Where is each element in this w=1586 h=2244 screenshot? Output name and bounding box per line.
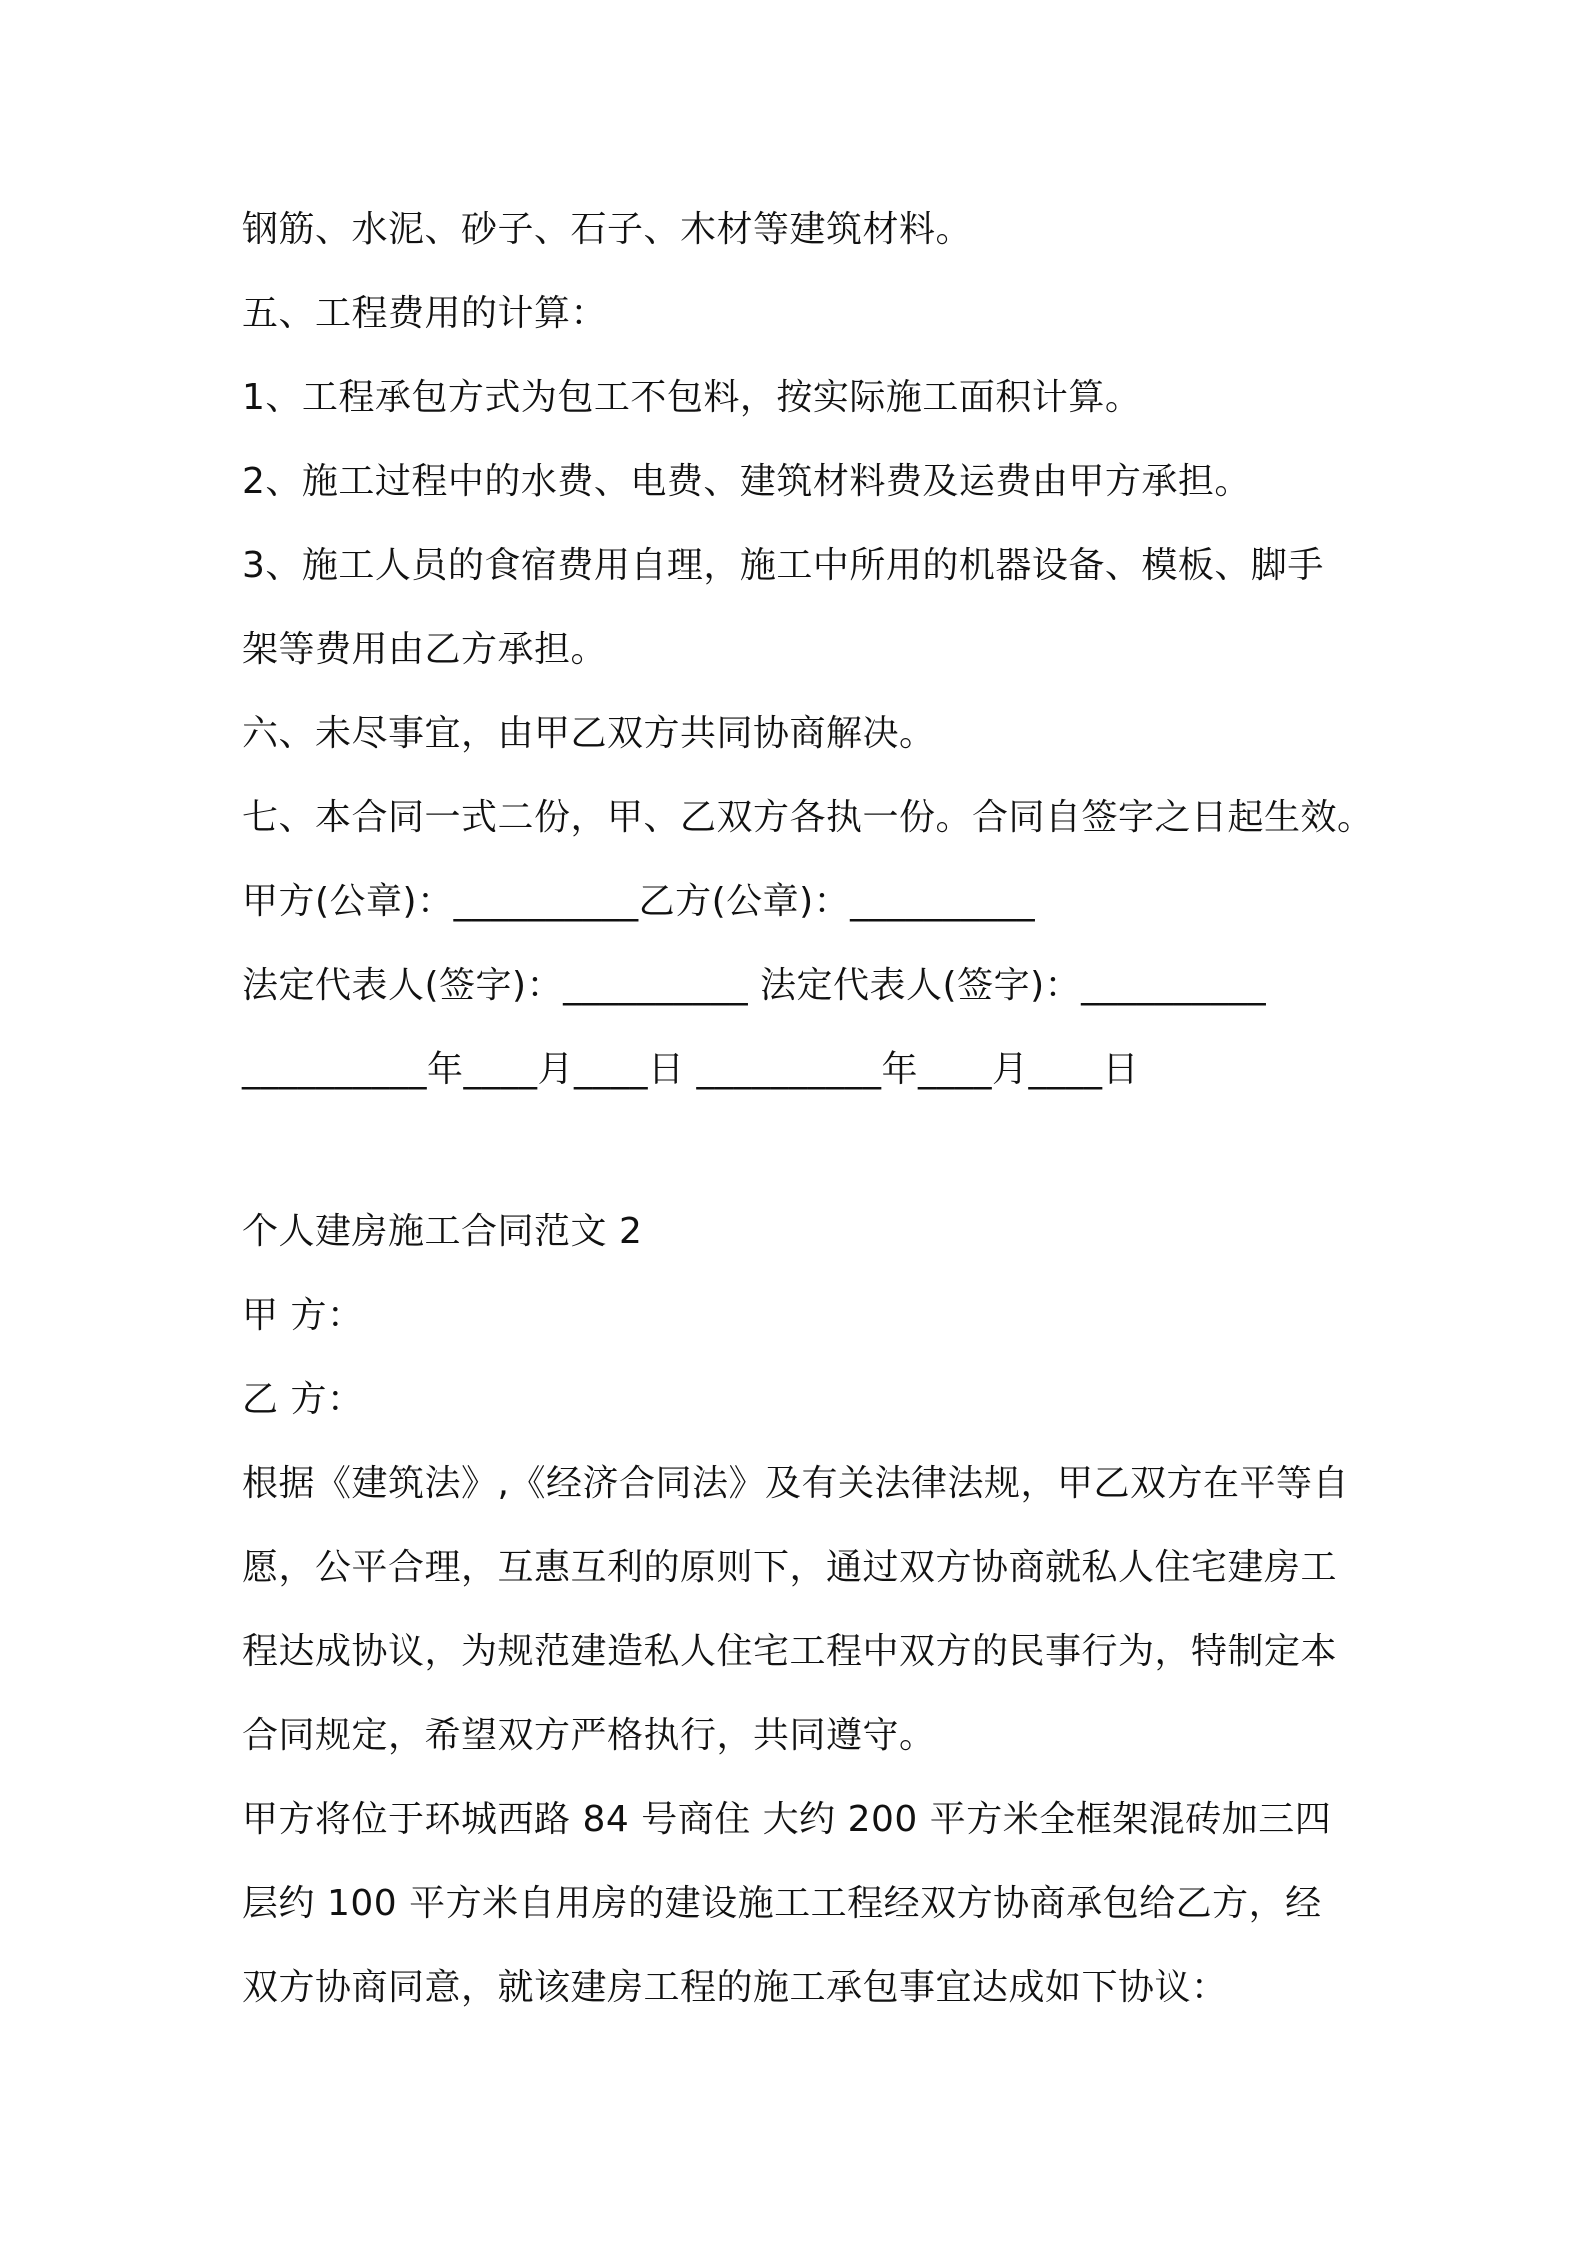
party-b-label: 乙 方： (242, 1379, 364, 1420)
section-6: 六、未尽事宜，由甲乙双方共同协商解决。 (242, 713, 936, 754)
intro-line-1: 根据《建筑法》,《经济合同法》及有关法律法规，甲乙双方在平等自 (242, 1463, 1349, 1504)
seal-signature-line: 甲方(公章)：__________乙方(公章)：__________ (242, 881, 1036, 922)
scope-line-1: 甲方将位于环城西路 84 号商住 大约 200 平方米全框架混砖加三四 (242, 1799, 1332, 1840)
party-a-label: 甲 方： (242, 1295, 364, 1336)
intro-line-2: 愿，公平合理，互惠互利的原则下，通过双方协商就私人住宅建房工 (242, 1547, 1338, 1588)
intro-line-4: 合同规定，希望双方严格执行，共同遵守。 (242, 1715, 936, 1756)
representative-signature-line: 法定代表人(签字)：__________ 法定代表人(签字)：__________ (242, 965, 1267, 1006)
fee-item-1: 1、工程承包方式为包工不包料，按实际施工面积计算。 (242, 377, 1142, 418)
contract-2-title: 个人建房施工合同范文 2 (242, 1211, 643, 1252)
scope-line-3: 双方协商同意，就该建房工程的施工承包事宜达成如下协议： (242, 1967, 1228, 2008)
section-7: 七、本合同一式二份，甲、乙双方各执一份。合同自签字之日起生效。 (242, 797, 1374, 838)
materials-line: 钢筋、水泥、砂子、石子、木材等建筑材料。 (242, 209, 973, 250)
scope-line-2: 层约 100 平方米自用房的建设施工工程经双方协商承包给乙方，经 (242, 1883, 1322, 1924)
intro-line-3: 程达成协议，为规范建造私人住宅工程中双方的民事行为，特制定本 (242, 1631, 1338, 1672)
date-line: __________年____月____日 __________年____月____日 (242, 1049, 1139, 1090)
fee-item-3-line-2: 架等费用由乙方承担。 (242, 629, 608, 670)
section-5-heading: 五、工程费用的计算： (242, 293, 608, 334)
fee-item-2: 2、施工过程中的水费、电费、建筑材料费及运费由甲方承担。 (242, 461, 1251, 502)
fee-item-3-line-1: 3、施工人员的食宿费用自理，施工中所用的机器设备、模板、脚手 (242, 545, 1324, 586)
